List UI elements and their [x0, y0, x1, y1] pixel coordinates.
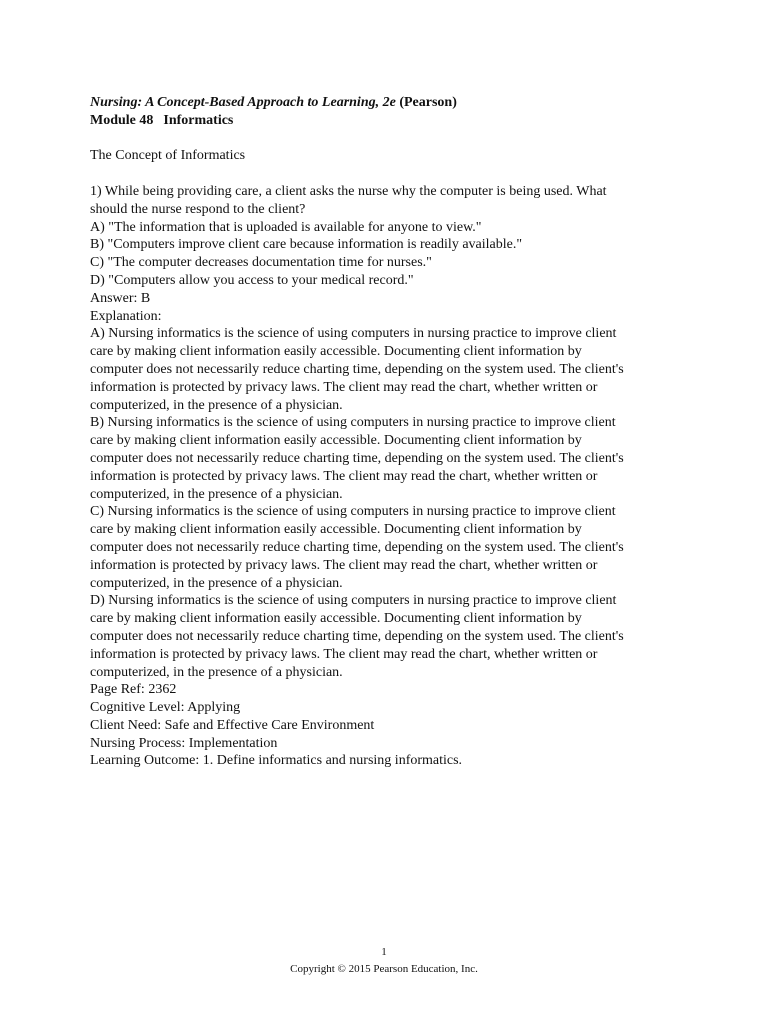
cognitive-level: Cognitive Level: Applying	[90, 700, 241, 716]
explanation-line: computer does not necessarily reduce charting time, depending on the system used. The client's	[90, 539, 624, 555]
explanation-label: Explanation:	[90, 308, 162, 324]
correct-answer: Answer: B	[90, 290, 151, 306]
module-number: Module 48	[90, 112, 154, 128]
explanation-line: A) Nursing informatics is the science of using computers in nursing practice to improve client	[90, 326, 617, 342]
page-ref: Page Ref: 2362	[90, 682, 177, 698]
explanation-line: computerized, in the presence of a physician.	[90, 486, 343, 502]
explanation-line: care by making client information easily accessible. Documenting client information by	[90, 522, 582, 538]
explanation-line: information is protected by privacy laws. The client may read the chart, whether written or	[90, 468, 598, 484]
explanation-line: computerized, in the presence of a physician.	[90, 664, 343, 680]
answer-option-a: A) "The information that is uploaded is available for anyone to view."	[90, 219, 482, 235]
explanation-line: information is protected by privacy laws. The client may read the chart, whether written or	[90, 379, 598, 395]
explanation-line: information is protected by privacy laws. The client may read the chart, whether written or	[90, 646, 598, 662]
publisher: (Pearson)	[399, 95, 457, 110]
explanation-c	[90, 503, 690, 592]
explanation-line: B) Nursing informatics is the science of using computers in nursing practice to improve client	[90, 415, 616, 431]
explanation-line: computer does not necessarily reduce charting time, depending on the system used. The client's	[90, 628, 624, 644]
spacer	[90, 165, 690, 183]
explanation-line: information is protected by privacy laws. The client may read the chart, whether written or	[90, 557, 598, 573]
explanation-line: care by making client information easily accessible. Documenting client information by	[90, 344, 582, 360]
module-heading	[90, 112, 690, 130]
explanation-line: computerized, in the presence of a physician.	[90, 397, 343, 413]
spacer	[90, 130, 690, 148]
page-number: 1	[381, 946, 387, 958]
module-name: Informatics	[163, 112, 234, 128]
question-stem-line: 1) While being providing care, a client asks the nurse why the computer is being used. What	[90, 183, 607, 199]
explanation-line: C) Nursing informatics is the science of using computers in nursing practice to improve client	[90, 504, 616, 520]
explanation-line: care by making client information easily accessible. Documenting client information by	[90, 433, 582, 449]
document-page	[90, 94, 690, 770]
explanation-line: computerized, in the presence of a physician.	[90, 575, 343, 591]
client-need: Client Need: Safe and Effective Care Environment	[90, 717, 375, 733]
explanation-b	[90, 414, 690, 503]
copyright-notice: Copyright © 2015 Pearson Education, Inc.	[290, 963, 478, 975]
nursing-process: Nursing Process: Implementation	[90, 735, 278, 751]
explanation-line: care by making client information easily accessible. Documenting client information by	[90, 611, 582, 627]
section-title: The Concept of Informatics	[90, 148, 246, 164]
answer-option-c: C) "The computer decreases documentation time for nurses."	[90, 255, 432, 271]
learning-outcome: Learning Outcome: 1. Define informatics and nursing informatics.	[90, 753, 463, 769]
explanation-line: computer does not necessarily reduce charting time, depending on the system used. The client's	[90, 450, 624, 466]
explanation-line: computer does not necessarily reduce charting time, depending on the system used. The client's	[90, 361, 624, 377]
explanation-line: D) Nursing informatics is the science of using computers in nursing practice to improve client	[90, 593, 617, 609]
book-title-line	[90, 94, 690, 112]
question-block	[90, 183, 690, 770]
answer-option-b: B) "Computers improve client care because information is readily available."	[90, 237, 523, 253]
explanation-a	[90, 325, 690, 414]
answer-option-d: D) "Computers allow you access to your medical record."	[90, 272, 414, 288]
question-stem-line: should the nurse respond to the client?	[90, 201, 306, 217]
explanation-d	[90, 592, 690, 681]
book-title: Nursing: A Concept-Based Approach to Learning, 2e	[90, 95, 396, 110]
